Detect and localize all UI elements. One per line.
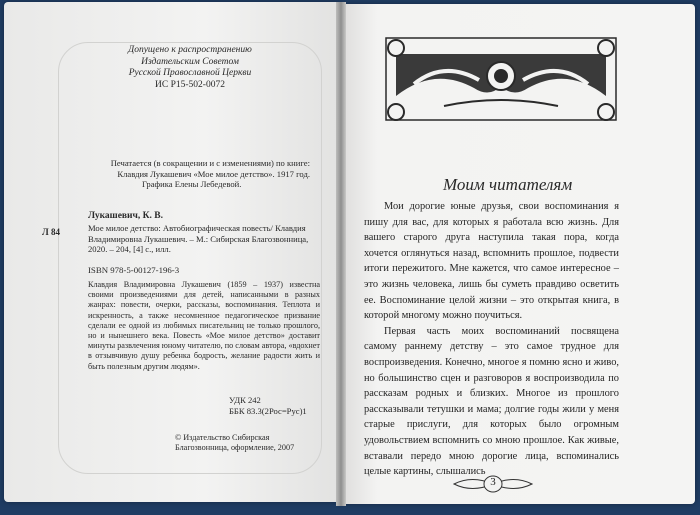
printed-from-line: Печатается (в сокращении и с изменениями) по книге: bbox=[110, 158, 310, 168]
copyright-line: Благозвонница, оформление, 2007 bbox=[175, 443, 295, 452]
chapter-heading: Моим читателям bbox=[443, 175, 573, 194]
classification-codes bbox=[229, 395, 307, 416]
approval-number: ИС Р15-502-0072 bbox=[155, 79, 225, 90]
art-nouveau-ornament bbox=[384, 36, 618, 122]
printed-from-line: Клавдия Лукашевич «Мое милое детство». 1917 год. bbox=[117, 168, 310, 179]
bbk-line: ББК 83.3(2Рос=Рус)1 bbox=[229, 405, 307, 416]
paragraph: Мои дорогие юные друзья, свои воспоминания я пишу для вас, для которых я работала всю жизнь. Для вашего старого друга наступила такая пора, когда хочется оглянуться назад, вспомнить прошлое, подвести итоги пережитого. Мне кажется, что самое интересное – это жизнь человека, лишь бы суметь правдиво осветить ее. Воспоминание целой жизни – это открытая книга, в которой многому можно поучиться. bbox=[364, 201, 619, 322]
book-gutter bbox=[336, 2, 346, 506]
udk-code: Л 84 bbox=[42, 227, 60, 237]
isbn: ISBN 978-5-00127-196-3 bbox=[88, 265, 180, 275]
approval-line: Допущено к распространению bbox=[128, 45, 252, 55]
catalog-entry: Мое милое детство: Автобиографическая повесть/ Клавдия Владимировна Лукашевич. – М.: Сибирская Благозвонница, 2020. – 204, [4] с., илл. bbox=[88, 223, 309, 254]
approval-line: Издательским Советом bbox=[141, 56, 239, 67]
annotation: Клавдия Владимировна Лукашевич (1859 – 1937) известна своими произведениями для детей, написанными в разных жанрах: повести, очерки, рассказы, воспоминания. Теплота и искренность, а также несомненное педагогическое призвание сделали ее одной из любимых писательниц не только прошлого, но и нынешнего века. Повесть «Мое милое детство» доставит минуты развлечения юному читателю, по словам автора, «вдохнет в отзывчивую душу ребенка бодрость, желание радости жить и быть полезным другим людям». bbox=[88, 280, 320, 371]
author-name: Лукашевич, К. В. bbox=[88, 211, 163, 221]
graphics-credit: Графика Елены Лебедевой. bbox=[142, 179, 242, 189]
printed-from-block bbox=[80, 158, 310, 190]
paragraph: Первая часть моих воспоминаний посвящена самому раннему детству – это самое трудное для воспроизведения. Конечно, многое я помню ясно и живо, но большинство сцен и разговоров я воспроизводила по рассказам родных и близких. Многое из прошлого рассказывали тетушки и мама; долгие годы жили у меня старые прислуги, для которых было огромным удовольствием вспомнить со мною прошлое. Как живые, вставали передо мною дорогие лица, вспоминались целые картины, слышались bbox=[364, 325, 619, 478]
copyright-line: © Издательство Сибирская bbox=[175, 433, 270, 442]
chapter-body bbox=[364, 199, 619, 480]
approval-line: Русской Православной Церкви bbox=[128, 68, 252, 78]
approval-block bbox=[105, 45, 275, 91]
udk-line: УДК 242 bbox=[229, 395, 261, 405]
copyright-block bbox=[175, 433, 294, 453]
page-number: 3 bbox=[490, 476, 496, 488]
